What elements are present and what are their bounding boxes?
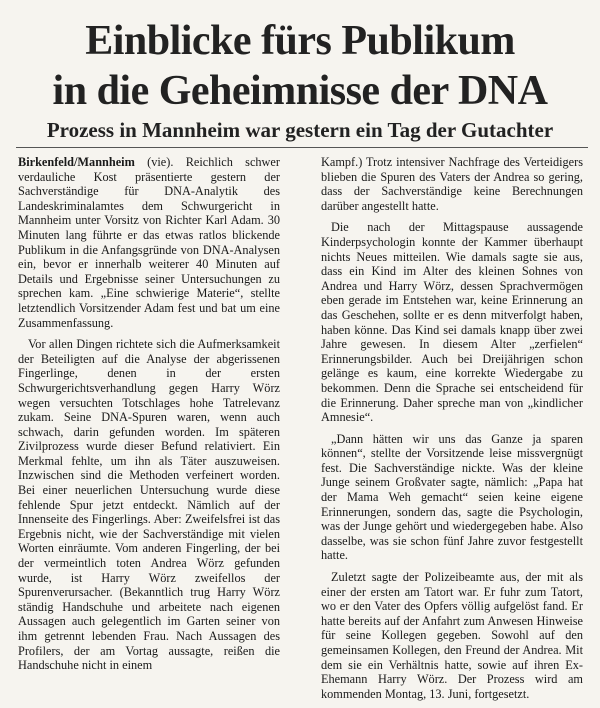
article-column-left	[18, 155, 280, 680]
divider-rule	[16, 147, 588, 148]
headline-line-2: in die Geheimnisse der DNA	[52, 68, 548, 114]
paragraph-6: Zuletzt sagte der Polizeibeamte aus, der mit als einer der ersten am Tatort war. Er fuhr zum Tatort, wo er den Vater des Opfers völlig aufgelöst fand. Er hatte bereits auf der Anfahrt zum Anwesen Hinweise für seine Kollegen gegeben. Sowohl auf den gemeinsamen Kollegen, den Freund der Andrea. Mit dem sie ein Verhältnis hatte, sowie auf ihren Ex-Ehemann Harry Wörz. Der Prozess wird am kommenden Montag, 13. Juni, fortgesetzt.	[321, 570, 583, 701]
paragraph-4: Die nach der Mittagspause aussagende Kinderpsychologin konnte der Kammer überhaupt nichts Neues mitteilen. Wie damals sagte sie aus, dass ein Kind im Alter des kleinen Sohnes von Andrea und Harry Wörz, dessen Sprachvermögen eben gerade im Entstehen war, keine Erinnerung an das Geschehen, sollte er es denn mitverfolgt haben, haben könne. Das Kind sei damals knapp über zwei Jahre gewesen. In diesem Alter „zerfielen“ Erinnerungsbilder. Auch bei Dreijährigen schon gelänge es kaum, eine korrekte Wiedergabe zu bekommen. Denn die Sprache sei entscheidend für die Erinnerung. Daher spreche man von „kindlicher Amnesie“.	[321, 220, 583, 425]
article-column-right	[321, 155, 583, 708]
headline-line-1: Einblicke fürs Publikum	[85, 18, 515, 64]
paragraph-1-text: (vie). Reichlich schwer verdauliche Kost präsentierte gestern der Sachverständige für DNA-Analytik des Landeskriminalamtes dem Schwurgericht in Mannheim unter Vorsitz von Richter Karl Adam. 30 Minuten lang führte er das etwas ratlos blickende Publikum in die Anfangsgründe von DNA-Analysen ein, bevor er innerhalb weiterer 40 Minuten auf Details und Ergebnisse seiner Untersuchungen zu sprechen kam. „Eine schwierige Materie“, stellte letztendlich Vorsitzender Adam fest und bat um eine Zusammenfassung.	[18, 155, 280, 330]
paragraph-3: Kampf.) Trotz intensiver Nachfrage des Verteidigers blieben die Spuren des Vaters der Andrea so gering, dass der Sachverständige keine Berechnungen darüber angestellt hatte.	[321, 155, 583, 213]
subheadline: Prozess in Mannheim war gestern ein Tag der Gutachter	[46, 118, 554, 142]
dateline: Birkenfeld/Mannheim	[18, 155, 135, 169]
paragraph-1	[18, 155, 280, 330]
paragraph-2: Vor allen Dingen richtete sich die Aufmerksamkeit der Beteiligten auf die Analyse der abgerissenen Fingerlinge, denen in der ersten Schwurgerichtsverhandlung gegen Harry Wörz wegen versuchten Totschlages hohe Tatrelevanz zukam. Seine DNA-Spuren waren, wenn auch schwach, darin gefunden worden. Im späteren Zivilprozess wurde dieser Befund relativiert. Ein Merkmal fehlte, um ihn als Täter auszuweisen. Inzwischen sind die Methoden verfeinert worden. Bei einer neuerlichen Untersuchung wurde diese fehlende Spur jetzt entdeckt. Nämlich auf der Innenseite des Fingerlings. Aber: Zweifelsfrei ist das Ergebnis nicht, wie der Sachverständige mit vielen Worten einräumte. Vom anderen Fingerling, der bei der vermeintlich toten Andrea Wörz gefunden wurde, ist Harry Wörz zweifellos der Spurenverursacher. (Bekanntlich trug Harry Wörz ständig Handschuhe und arbeitete nach eigenen Aussagen auch gelegentlich im Garten seiner von ihm getrennt lebenden Frau. Nach Aussagen des Profilers, der am Vortag aussagte, reißen die Handschuhe nicht in einem	[18, 337, 280, 673]
paragraph-5: „Dann hätten wir uns das Ganze ja sparen können“, stellte der Vorsitzende leise missvergnügt fest. Die Sachverständige nickte. Was der kleine Junge seinem Großvater sagte, nämlich: „Papa hat der Mama Weh gemacht“ seien keine eigene Erinnerungen, sondern das, sagte die Psychologin, was der Junge gehört und wiedergegeben habe. Also dasselbe, was sie schon fünf Jahre zuvor festgestellt hatte.	[321, 431, 583, 563]
